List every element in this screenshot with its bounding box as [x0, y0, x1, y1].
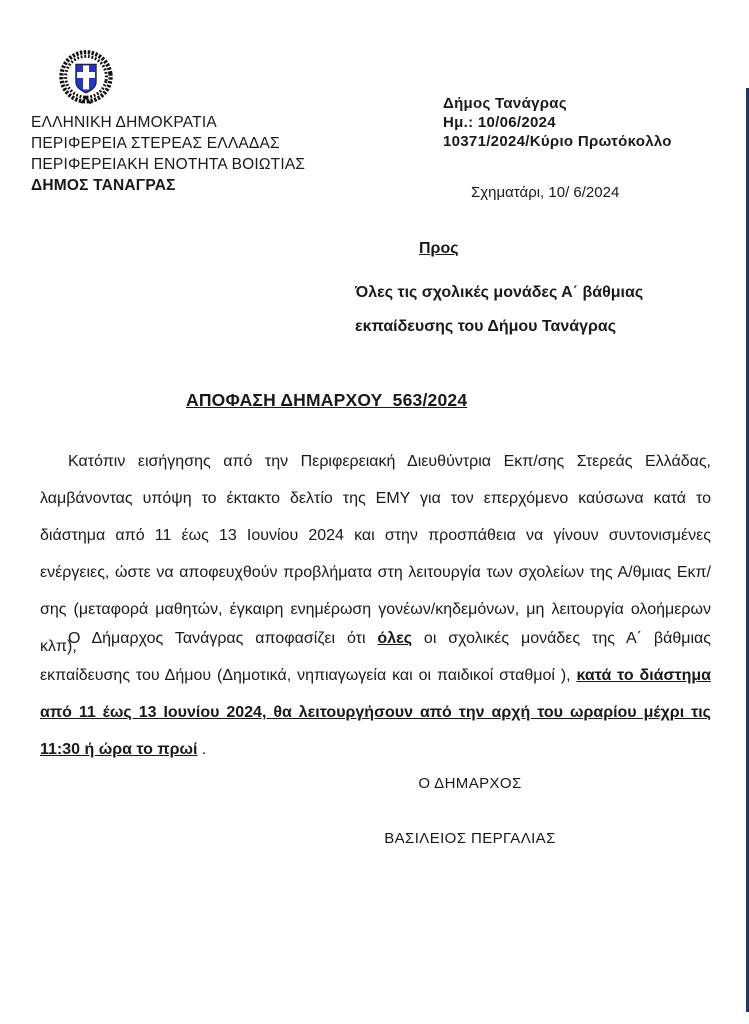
paragraph-2-emphasis-schedule: κατά το διάστημα από 11 έως 13 Ιουνίου 2024, θα λειτουργήσουν από την αρχή του ωραρίου μέχρι τις 11:30 ή ώρα το πρωί: [40, 667, 711, 758]
recipient-label: Προς: [419, 240, 459, 257]
municipality-line: ΔΗΜΟΣ ΤΑΝΑΓΡΑΣ: [31, 177, 176, 194]
sender-header-block: [31, 112, 305, 196]
paragraph-2-text: οι σχολικές μονάδες της Α΄ βάθμιας εκπαίδευσης του Δήμου (Δημοτικά, νηπιαγωγεία και οι παιδικοί σταθμοί ),: [40, 630, 711, 684]
republic-line: ΕΛΛΗΝΙΚΗ ΔΗΜΟΚΡΑΤΙΑ: [31, 114, 217, 131]
body-paragraph-1: Κατόπιν εισήγησης από την Περιφερειακή Διευθύντρια Εκπ/σης Στερεάς Ελλάδας, λαμβάνοντας υπόψη το έκτακτο δελτίο της ΕΜΥ για τον επερχόμενο καύσωνα κατά το διάστημα από 11 έως 13 Ιουνίου 2024 και στην προσπάθεια να γίνουν συντονισμένες ενέργειες, ώστε να αποφευχθούν προβλήματα στη λειτουργία των σχολείων της Α/θμιας Εκπ/σης (μεταφορά μαθητών, έγκαιρη ενημέρωση γονέων/κηδεμόνων, μη λειτουργία ολοήμερων κλπ),: [40, 453, 711, 655]
signature-role: Ο ΔΗΜΑΡΧΟΣ: [418, 775, 522, 792]
protocol-stamp-block: [443, 94, 672, 151]
stamp-date: Ημ.: 10/06/2024: [443, 114, 556, 131]
region-line: ΠΕΡΙΦΕΡΕΙΑ ΣΤΕΡΕΑΣ ΕΛΛΑΔΑΣ: [31, 135, 280, 152]
paragraph-2-emphasis-oles: όλες: [377, 630, 413, 647]
recipient-line-1: Όλες τις σχολικές μονάδες Α΄ βάθμιας: [355, 284, 644, 301]
decision-title: ΑΠΟΦΑΣΗ ΔΗΜΑΡΧΟΥ 563/2024: [186, 390, 468, 410]
paragraph-2-text: .: [197, 741, 207, 758]
stamp-protocol-number: 10371/2024/Κύριο Πρωτόκολλο: [443, 133, 672, 150]
paragraph-2-text: Ο Δήμαρχος Τανάγρας αποφασίζει ότι: [68, 630, 378, 647]
body-paragraph-2: [40, 620, 711, 768]
place-date-line: Σχηματάρι, 10/ 6/2024: [471, 184, 620, 201]
recipient-block: [355, 276, 643, 344]
greek-coat-of-arms-icon: [56, 48, 116, 108]
signature-name: ΒΑΣΙΛΕΙΟΣ ΠΕΡΓΑΛΙΑΣ: [384, 830, 556, 847]
regional-unit-line: ΠΕΡΙΦΕΡΕΙΑΚΗ ΕΝΟΤΗΤΑ ΒΟΙΩΤΙΑΣ: [31, 156, 306, 173]
recipient-line-2: εκπαίδευσης του Δήμου Τανάγρας: [355, 318, 617, 335]
stamp-sender: Δήμος Τανάγρας: [443, 95, 567, 112]
